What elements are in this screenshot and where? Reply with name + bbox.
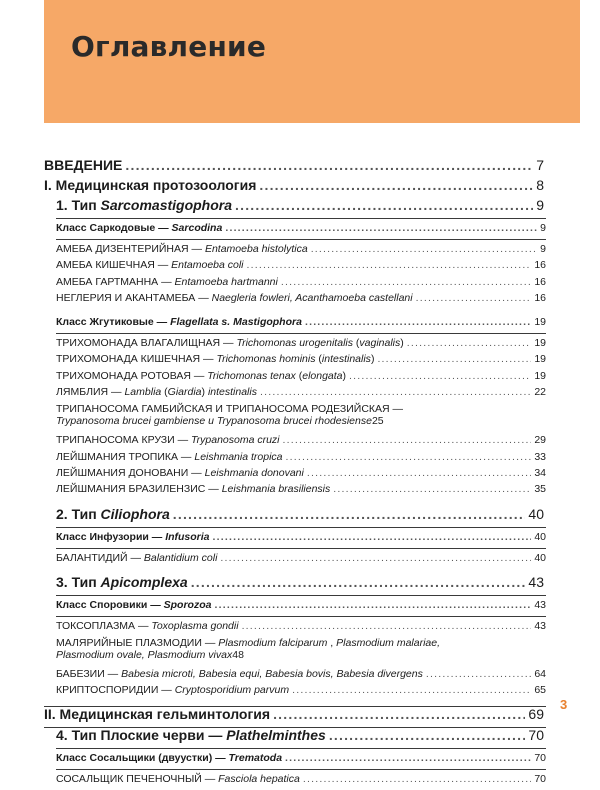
page-number: 33 bbox=[534, 450, 546, 463]
page-number: 16 bbox=[534, 259, 546, 272]
toc-entry-trichomonas-tenax[interactable]: ТРИХОМОНАДА РОТОВАЯ — Trichomonas tenax (elongata) ..... 19 bbox=[44, 371, 546, 387]
page-number: 19 bbox=[534, 369, 546, 382]
page-number: 40 bbox=[534, 530, 546, 543]
toc-entry-babesia[interactable]: БАБЕЗИИ — Babesia microti, Babesia equi, Babesia bovis, Babesia divergens ..... 64 bbox=[44, 669, 546, 685]
toc-entry-part2[interactable]: II. Медицинская гельминтология ..... 69 bbox=[44, 707, 546, 727]
toc-entry-naegleria[interactable]: НЕГЛЕРИЯ И АКАНТАМЕБА — Naegleria fowleri, Acanthamoeba castellani ..... 16 bbox=[44, 293, 546, 309]
toc-entry-toxoplasma[interactable]: ТОКСОПЛАЗМА — Toxoplasma gondii ..... 43 bbox=[44, 621, 546, 637]
page-number: 40 bbox=[528, 505, 544, 522]
page-number: 48 bbox=[232, 649, 244, 662]
toc-entry-class-sporozoa[interactable]: Класс Споровики — Sporozoa ..... 43 bbox=[44, 600, 546, 616]
toc-entry-type2[interactable]: 2. Тип Ciliophora ..... 40 bbox=[44, 507, 546, 527]
page-number: 25 bbox=[371, 415, 384, 428]
toc-entry-part1[interactable]: I. Медицинская протозоология ..... 8 bbox=[44, 178, 546, 198]
page-number: 65 bbox=[534, 684, 546, 697]
page-number: 43 bbox=[534, 619, 546, 632]
table-of-contents bbox=[44, 158, 546, 790]
page-number: 35 bbox=[534, 483, 546, 496]
page-number: 29 bbox=[534, 434, 546, 447]
page-number: 43 bbox=[534, 598, 546, 611]
toc-entry-class-sarcodina[interactable]: Класс Саркодовые — Sarcodina ..... 9 bbox=[44, 223, 546, 239]
page-number: 8 bbox=[536, 177, 544, 193]
page-number: 70 bbox=[534, 772, 546, 785]
toc-entry-trypanosoma-cruzi[interactable]: ТРИПАНОСОМА КРУЗИ — Trypanosoma cruzi ..... 29 bbox=[44, 435, 546, 451]
toc-entry-type3[interactable]: 3. Тип Apicomplexa ..... 43 bbox=[44, 575, 546, 595]
page-number: 19 bbox=[534, 353, 546, 366]
page-number: 9 bbox=[536, 197, 544, 213]
page-number: 22 bbox=[534, 386, 546, 399]
page-number: 7 bbox=[536, 157, 544, 173]
page-number: 9 bbox=[540, 243, 546, 255]
page-number: 70 bbox=[534, 751, 546, 764]
toc-entry-amoeba-histolytica[interactable]: АМЕБА ДИЗЕНТЕРИЙНАЯ — Entamoeba histolytica ..... 9 bbox=[44, 244, 546, 260]
toc-entry-type4[interactable]: 4. Тип Плоские черви — Plathelminthes ..... 70 bbox=[44, 728, 546, 748]
page-title: Оглавление bbox=[71, 30, 267, 63]
page-number: 40 bbox=[534, 551, 546, 564]
toc-entry-class-flagellata[interactable]: Класс Жгутиковые — Flagellata s. Mastigophora ..... 19 bbox=[44, 317, 546, 333]
page-number: 64 bbox=[534, 668, 546, 681]
page-number: 70 bbox=[528, 726, 544, 743]
toc-entry-leishmania-donovani[interactable]: ЛЕЙШМАНИЯ ДОНОВАНИ — Leishmania donovani ..... 34 bbox=[44, 468, 546, 484]
page-number: 34 bbox=[534, 466, 546, 479]
toc-entry-leishmania-brasiliensis[interactable]: ЛЕЙШМАНИЯ БРАЗИЛЕНЗИС — Leishmania brasiliensis ..... 35 bbox=[44, 484, 546, 500]
page-number-footer: 3 bbox=[560, 697, 568, 712]
toc-entry-fasciola[interactable]: СОСАЛЬЩИК ПЕЧЕНОЧНЫЙ — Fasciola hepatica ..... 70 bbox=[44, 774, 546, 790]
toc-entry-trichomonas-vaginalis[interactable]: ТРИХОМОНАДА ВЛАГАЛИЩНАЯ — Trichomonas urogenitalis (vaginalis) ..... 19 bbox=[44, 338, 546, 354]
toc-entry-class-infusoria[interactable]: Класс Инфузории — Infusoria ..... 40 bbox=[44, 532, 546, 548]
header-band bbox=[44, 0, 580, 123]
toc-entry-balantidium[interactable]: БАЛАНТИДИЙ — Balantidium coli ..... 40 bbox=[44, 553, 546, 569]
page-number: 19 bbox=[534, 337, 546, 350]
toc-entry-leishmania-tropica[interactable]: ЛЕЙШМАНИЯ ТРОПИКА — Leishmania tropica ..... 33 bbox=[44, 452, 546, 468]
page-number: 9 bbox=[540, 222, 546, 234]
toc-entry-plasmodium[interactable]: МАЛЯРИЙНЫЕ ПЛАЗМОДИИ — Plasmodium falciparum , Plasmodium malariae, Plasmodium ovale, Plasmodium vivax 48 bbox=[56, 637, 441, 662]
toc-entry-introduction[interactable]: ВВЕДЕНИЕ ..... 7 bbox=[44, 158, 546, 178]
toc-entry-amoeba-coli[interactable]: АМЕБА КИШЕЧНАЯ — Entamoeba coli ..... 16 bbox=[44, 260, 546, 276]
toc-entry-cryptosporidium[interactable]: КРИПТОСПОРИДИИ — Cryptosporidium parvum ..... 65 bbox=[44, 685, 546, 701]
toc-entry-class-trematoda[interactable]: Класс Сосальщики (двуустки) — Trematoda ..... 70 bbox=[44, 753, 546, 769]
toc-entry-trichomonas-hominis[interactable]: ТРИХОМОНАДА КИШЕЧНАЯ — Trichomonas hominis (intestinalis) ..... 19 bbox=[44, 354, 546, 370]
page-number: 16 bbox=[534, 275, 546, 288]
toc-entry-lamblia[interactable]: ЛЯМБЛИЯ — Lamblia (Giardia) intestinalis ..... 22 bbox=[44, 387, 546, 403]
toc-entry-amoeba-hartmanni[interactable]: АМЕБА ГАРТМАННА — Entamoeba hartmanni ..... 16 bbox=[44, 277, 546, 293]
page-number: 69 bbox=[528, 705, 544, 722]
page-number: 16 bbox=[534, 291, 546, 304]
page-number: 43 bbox=[528, 573, 544, 590]
toc-entry-trypanosoma-brucei[interactable]: ТРИПАНОСОМА ГАМБИЙСКАЯ И ТРИПАНОСОМА РОДЕЗИЙСКАЯ — Trypanosoma brucei gambiense и Trypanosoma brucei rhodesiense 25 bbox=[56, 403, 404, 428]
toc-entry-type1[interactable]: 1. Тип Sarcomastigophora ..... 9 bbox=[44, 198, 546, 218]
page-number: 19 bbox=[534, 316, 546, 329]
